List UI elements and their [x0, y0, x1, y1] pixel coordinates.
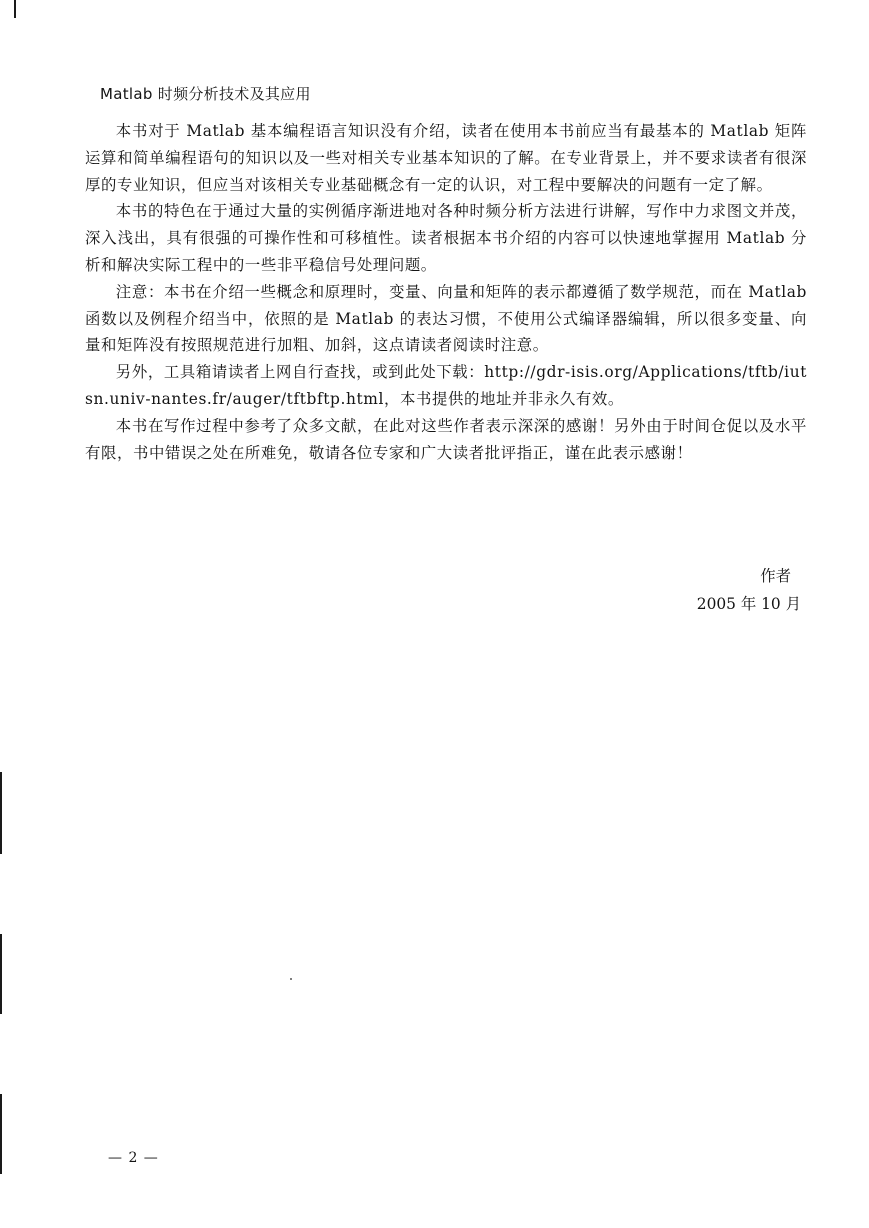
signature-author: 作者: [760, 567, 791, 585]
signature-date: 2005 年 10 月: [696, 595, 801, 613]
scan-edge-mark: [0, 1094, 2, 1174]
paragraph: 本书的特色在于通过大量的实例循序渐进地对各种时频分析方法进行讲解，写作中力求图文并茂，深入浅出，具有很强的可操作性和可移植性。读者根据本书介绍的内容可以快速地掌握用 Matlab 分析和解决实际工程中的一些非平稳信号处理问题。: [85, 202, 807, 274]
running-header: Matlab 时频分析技术及其应用: [100, 85, 311, 103]
preface-body: [85, 118, 807, 466]
scan-edge-mark: [14, 0, 16, 18]
paragraph: 本书对于 Matlab 基本编程语言知识没有介绍，读者在使用本书前应当有最基本的 Matlab 矩阵运算和简单编程语句的知识以及一些对相关专业基本知识的了解。在专业背景上，并不要求读者有很深厚的专业知识，但应当对该相关专业基础概念有一定的认识，对工程中要解决的问题有一定了解。: [85, 122, 807, 194]
scan-speck: [290, 978, 292, 980]
signature-block: [697, 562, 801, 618]
paragraph: 另外，工具箱请读者上网自行查找，或到此处下载：http://gdr-isis.org/Applications/tftb/iutsn.univ-nantes.fr/auger/tftbftp.html，本书提供的地址并非永久有效。: [85, 363, 807, 408]
scan-edge-mark: [0, 934, 2, 1014]
page-number: — 2 —: [108, 1150, 159, 1166]
scan-edge-mark: [0, 772, 2, 854]
paragraph: 注意：本书在介绍一些概念和原理时，变量、向量和矩阵的表示都遵循了数学规范，而在 Matlab 函数以及例程介绍当中，依照的是 Matlab 的表达习惯，不使用公式编译器编辑，所以很多变量、向量和矩阵没有按照规范进行加粗、加斜，这点请读者阅读时注意。: [85, 282, 807, 355]
paragraph: 本书在写作过程中参考了众多文献，在此对这些作者表示深深的感谢！另外由于时间仓促以及水平有限，书中错误之处在所难免，敬请各位专家和广大读者批评指正，谨在此表示感谢！: [85, 416, 807, 462]
